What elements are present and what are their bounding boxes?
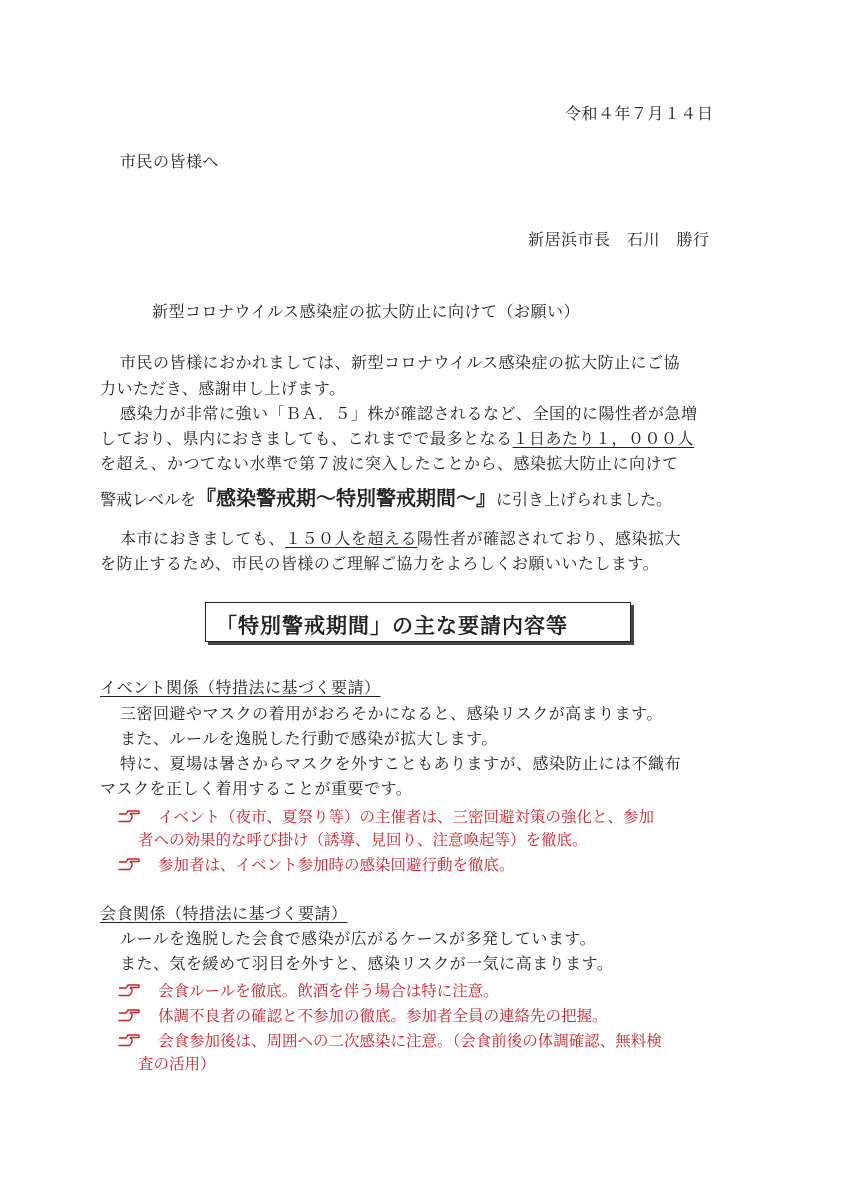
intro-p3-line1-prefix: 本市におきましても、	[120, 529, 286, 548]
event-line3: 特に、夏場は暑さからマスクを外すこともありますが、感染防止には不織布	[120, 754, 682, 773]
intro-p2-line4-prefix: 警戒レベルを	[100, 490, 197, 509]
requests-title-box	[205, 602, 631, 642]
daily-cases-highlight: １日あたり１，０００人	[512, 429, 695, 448]
event-line4: マスクを正しく着用することが重要です。	[100, 779, 413, 798]
intro-p1-line2: 力いただき、感謝申し上げます。	[100, 379, 346, 398]
event-request1-line2: 者への効果的な呼び掛け（誘導、見回り、注意喚起等）を徹底。	[138, 831, 588, 849]
intro-p2-line2-text: しており、県内におきましても、これまでで最多となる	[100, 429, 513, 448]
requests-title: 「特別警戒期間」の主な要請内容等	[216, 614, 568, 638]
intro-p2-line3: を超え、かつてない水準で第７波に突入したことから、感染拡大防止に向けて	[100, 454, 679, 473]
dining-section-heading: 会食関係（特措法に基づく要請）	[100, 904, 348, 923]
dining-line1: ルールを逸脱した会食で感染が広がるケースが多発しています。	[120, 929, 597, 948]
pointing-hand-icon	[118, 856, 140, 872]
alert-level-highlight: 『感染警戒期～特別警戒期間～』	[196, 486, 497, 510]
intro-p2-line4-suffix: に引き上げられました。	[496, 490, 673, 509]
document-date: 令和４年７月１４日	[565, 104, 714, 123]
intro-p2-line1: 感染力が非常に強い「ＢＡ．５」株が確認されるなど、全国的に陽性者が急増	[120, 404, 698, 423]
intro-p3-line2: を防止するため、市民の皆様のご理解ご協力をよろしくお願いいたします。	[100, 554, 660, 573]
event-request1-line1: イベント（夜市、夏祭り等）の主催者は、三密回避対策の強化と、参加	[158, 808, 655, 826]
event-line1: 三密回避やマスクの着用がおろそかになると、感染リスクが高まります。	[120, 704, 663, 723]
intro-p3-line1-suffix: 陽性者が確認されており、感染拡大	[417, 529, 682, 548]
addressee: 市民の皆様へ	[120, 152, 220, 171]
event-section-heading: イベント関係（特措法に基づく要請）	[100, 678, 381, 697]
city-cases-highlight: １５０人を超える	[285, 529, 418, 548]
event-request2: 参加者は、イベント参加時の感染回避行動を徹底。	[158, 856, 515, 874]
pointing-hand-icon	[118, 1032, 140, 1048]
pointing-hand-icon	[118, 808, 140, 824]
intro-p2-line2	[100, 429, 694, 449]
pointing-hand-icon	[118, 1007, 140, 1023]
dining-request3-line2: 査の活用）	[138, 1055, 216, 1073]
dining-request1: 会食ルールを徹底。飲酒を伴う場合は特に注意。	[158, 982, 499, 1000]
dining-request2: 体調不良者の確認と不参加の徹底。参加者全員の連絡先の把握。	[158, 1007, 608, 1025]
subject-title: 新型コロナウイルス感染症の拡大防止に向けて（お願い）	[152, 302, 581, 321]
intro-p1-line1: 市民の皆様におかれましては、新型コロナウイルス感染症の拡大防止にご協	[120, 353, 681, 372]
dining-line2: また、気を緩めて羽目を外すと、感染リスクが一気に高まります。	[120, 954, 614, 973]
pointing-hand-icon	[118, 982, 140, 998]
intro-p3-line1	[120, 529, 681, 549]
dining-request3-line1: 会食参加後は、周囲への二次感染に注意。（会食前後の体調確認、無料検	[158, 1032, 662, 1050]
sender: 新居浜市長 石川 勝行	[528, 230, 710, 249]
intro-p2-line4	[100, 486, 672, 512]
event-line2: また、ルールを逸脱した行動で感染が拡大します。	[120, 729, 498, 748]
